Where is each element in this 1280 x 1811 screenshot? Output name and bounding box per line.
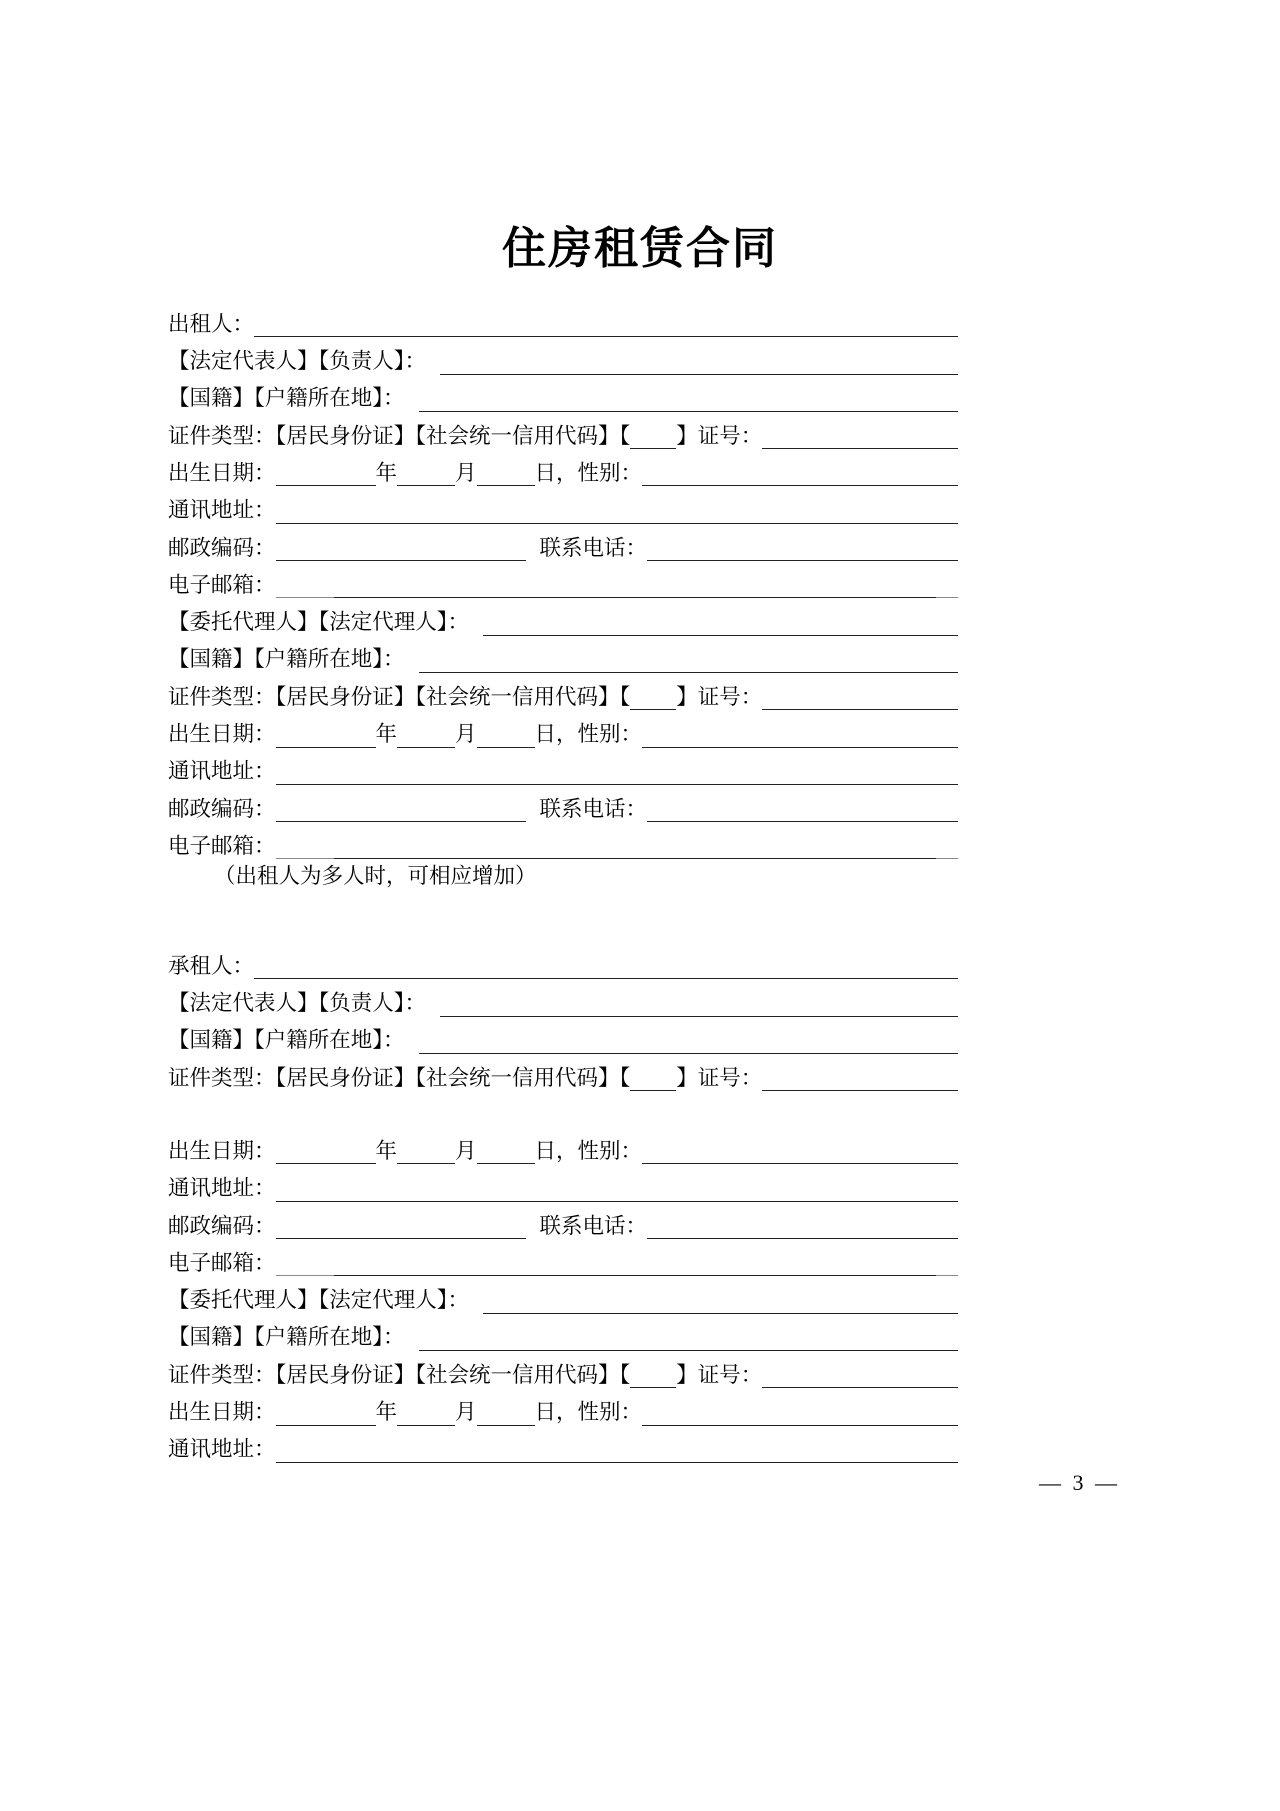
label-birth-date: 出生日期： <box>168 1138 276 1163</box>
label-phone: 联系电话： <box>539 535 648 560</box>
field-lessee-agent-address <box>168 1426 958 1463</box>
birth-month-input-rule[interactable] <box>397 463 455 486</box>
field-lessor-agent-email <box>168 822 958 859</box>
email-rule-segment-c <box>936 836 958 859</box>
label-birth-date: 出生日期： <box>168 1400 276 1425</box>
page-title: 住房租赁合同 <box>502 224 778 273</box>
field-lessee-birthdate <box>168 1127 958 1164</box>
label-day-gender: 日，性别： <box>534 722 643 747</box>
id-type-checkbox-rule[interactable] <box>630 1068 676 1091</box>
label-id-type-prefix: 证件类型：【居民身份证】【社会统一信用代码】【 <box>168 1362 631 1387</box>
field-lessor-agent-birthdate <box>168 710 958 747</box>
email-rule-segment-a <box>276 1253 334 1276</box>
birth-day-input-rule[interactable] <box>477 725 535 748</box>
lessee-id-number-input-rule[interactable] <box>762 1068 958 1091</box>
gender-input-rule[interactable] <box>642 1141 958 1164</box>
field-lessee-agent <box>168 1276 958 1313</box>
label-id-type-prefix: 证件类型：【居民身份证】【社会统一信用代码】【 <box>168 423 631 448</box>
label-day-gender: 日，性别： <box>534 1400 643 1425</box>
email-input-rule[interactable] <box>276 1254 958 1276</box>
field-lessor-address <box>168 486 958 523</box>
agent-id-number-input-rule[interactable] <box>762 687 958 710</box>
label-nationality-residence: 【国籍】【户籍所在地】： <box>168 1325 405 1350</box>
field-lessee-nationality <box>168 1017 958 1054</box>
field-lessor-agent-postal-phone <box>168 785 958 822</box>
label-mailing-address: 通讯地址： <box>168 1437 276 1462</box>
section-spacer <box>168 888 958 942</box>
label-email: 电子邮箱： <box>168 572 276 597</box>
label-id-type-suffix: 】证号： <box>676 1362 763 1387</box>
label-nationality-residence: 【国籍】【户籍所在地】： <box>168 1028 405 1053</box>
lessor-input-rule[interactable] <box>254 314 958 337</box>
lessee-legal-rep-input-rule[interactable] <box>440 994 958 1017</box>
label-year: 年 <box>375 1138 398 1163</box>
field-lessee-agent-birthdate <box>168 1388 958 1425</box>
label-postal-code: 邮政编码： <box>168 796 276 821</box>
label-day-gender: 日，性别： <box>534 1138 643 1163</box>
gender-input-rule[interactable] <box>642 1403 958 1426</box>
field-lessee <box>168 942 958 979</box>
note-multiple-lessors: （出租人为多人时，可相应增加） <box>214 864 537 889</box>
gender-input-rule[interactable] <box>642 463 958 486</box>
phone-input-rule[interactable] <box>647 538 958 561</box>
label-month: 月 <box>455 1400 477 1425</box>
field-lessor-id <box>168 412 958 449</box>
label-phone: 联系电话： <box>539 796 648 821</box>
lessee-agent-id-number-input-rule[interactable] <box>762 1365 958 1388</box>
label-mailing-address: 通讯地址： <box>168 1176 276 1201</box>
label-id-type-prefix: 证件类型：【居民身份证】【社会统一信用代码】【 <box>168 1065 631 1090</box>
postal-code-input-rule[interactable] <box>276 538 526 561</box>
postal-code-input-rule[interactable] <box>276 799 526 822</box>
email-rule-segment-b <box>334 575 936 598</box>
phone-input-rule[interactable] <box>647 1216 958 1239</box>
label-nationality-residence: 【国籍】【户籍所在地】： <box>168 386 405 411</box>
label-agent: 【委托代理人】【法定代理人】： <box>168 1288 470 1313</box>
field-lessee-id <box>168 1054 958 1091</box>
label-phone: 联系电话： <box>539 1213 648 1238</box>
id-type-checkbox-rule[interactable] <box>630 1365 676 1388</box>
label-postal-code: 邮政编码： <box>168 535 276 560</box>
id-type-checkbox-rule[interactable] <box>630 426 676 449</box>
label-id-type-prefix: 证件类型：【居民身份证】【社会统一信用代码】【 <box>168 684 631 709</box>
label-lessee: 承租人： <box>168 953 255 978</box>
email-input-rule[interactable] <box>276 837 958 859</box>
email-rule-segment-b <box>334 836 936 859</box>
birth-month-input-rule[interactable] <box>397 1403 455 1426</box>
birth-day-input-rule[interactable] <box>477 463 535 486</box>
email-rule-segment-c <box>936 1253 958 1276</box>
label-year: 年 <box>375 460 398 485</box>
label-birth-date: 出生日期： <box>168 460 276 485</box>
field-lessor-agent <box>168 598 958 635</box>
label-email: 电子邮箱： <box>168 833 276 858</box>
label-mailing-address: 通讯地址： <box>168 498 276 523</box>
field-lessee-legal-rep <box>168 979 958 1016</box>
field-lessor-email <box>168 561 958 598</box>
label-email: 电子邮箱： <box>168 1250 276 1275</box>
email-rule-segment-b <box>334 1253 936 1276</box>
mailing-address-input-rule[interactable] <box>276 501 958 524</box>
email-rule-segment-c <box>936 575 958 598</box>
field-lessor-agent-address <box>168 748 958 785</box>
birth-year-input-rule[interactable] <box>276 725 376 748</box>
birth-year-input-rule[interactable] <box>276 1141 376 1164</box>
field-lessee-email <box>168 1239 958 1276</box>
label-agent: 【委托代理人】【法定代理人】： <box>168 610 470 635</box>
id-type-checkbox-rule[interactable] <box>630 687 676 710</box>
label-mailing-address: 通讯地址： <box>168 759 276 784</box>
field-lessor-nationality <box>168 375 958 412</box>
label-month: 月 <box>455 460 477 485</box>
label-lessor: 出租人： <box>168 311 255 336</box>
label-id-type-suffix: 】证号： <box>676 684 763 709</box>
birth-month-input-rule[interactable] <box>397 1141 455 1164</box>
email-input-rule[interactable] <box>276 576 958 598</box>
gender-input-rule[interactable] <box>642 725 958 748</box>
label-legal-rep: 【法定代表人】【负责人】： <box>168 991 427 1016</box>
field-lessor-postal-phone <box>168 524 958 561</box>
field-lessor-agent-nationality <box>168 636 958 673</box>
field-lessee-postal-phone <box>168 1202 958 1239</box>
field-lessor <box>168 300 958 337</box>
email-rule-segment-a <box>276 575 334 598</box>
phone-input-rule[interactable] <box>647 799 958 822</box>
label-id-type-suffix: 】证号： <box>676 1065 763 1090</box>
lessee-agent-input-rule[interactable] <box>483 1291 958 1314</box>
label-legal-rep: 【法定代表人】【负责人】： <box>168 349 427 374</box>
label-day-gender: 日，性别： <box>534 460 643 485</box>
label-id-type-suffix: 】证号： <box>676 423 763 448</box>
field-lessee-agent-nationality <box>168 1314 958 1351</box>
agent-input-rule[interactable] <box>483 613 958 636</box>
label-nationality-residence: 【国籍】【户籍所在地】： <box>168 647 405 672</box>
lessee-nationality-input-rule[interactable] <box>419 1031 958 1054</box>
paragraph-gap <box>168 1091 958 1127</box>
lessee-agent-nationality-input-rule[interactable] <box>419 1328 958 1351</box>
label-month: 月 <box>455 1138 477 1163</box>
field-lessee-agent-id <box>168 1351 958 1388</box>
birth-day-input-rule[interactable] <box>477 1403 535 1426</box>
mailing-address-input-rule[interactable] <box>276 1440 958 1463</box>
postal-code-input-rule[interactable] <box>276 1216 526 1239</box>
field-lessor-legal-rep <box>168 337 958 374</box>
label-month: 月 <box>455 722 477 747</box>
label-birth-date: 出生日期： <box>168 722 276 747</box>
legal-rep-input-rule[interactable] <box>440 352 958 375</box>
label-postal-code: 邮政编码： <box>168 1213 276 1238</box>
mailing-address-input-rule[interactable] <box>276 762 958 785</box>
agent-nationality-input-rule[interactable] <box>419 650 958 673</box>
birth-year-input-rule[interactable] <box>276 1403 376 1426</box>
field-lessee-address <box>168 1164 958 1201</box>
lessee-input-rule[interactable] <box>254 956 958 979</box>
contract-body <box>168 300 958 1463</box>
email-rule-segment-a <box>276 836 334 859</box>
birth-day-input-rule[interactable] <box>477 1141 535 1164</box>
birth-month-input-rule[interactable] <box>397 725 455 748</box>
label-year: 年 <box>375 1400 398 1425</box>
mailing-address-input-rule[interactable] <box>276 1179 958 1202</box>
page-number: — 3 — <box>1039 1470 1120 1495</box>
field-lessor-agent-id <box>168 673 958 710</box>
id-number-input-rule[interactable] <box>762 426 958 449</box>
birth-year-input-rule[interactable] <box>276 463 376 486</box>
field-lessor-birthdate <box>168 449 958 486</box>
label-year: 年 <box>375 722 398 747</box>
nationality-input-rule[interactable] <box>419 389 958 412</box>
